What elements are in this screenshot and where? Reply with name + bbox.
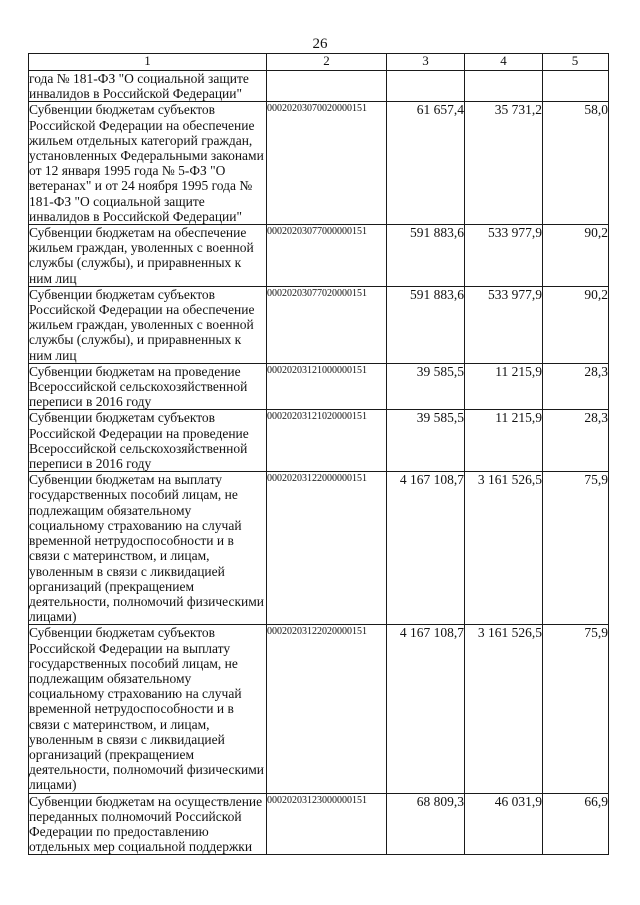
row-value-4: 11 215,9 (465, 410, 543, 472)
row-description: Субвенции бюджетам субъектов Российской Федерации на проведение Всероссийской сельскохозяйственной переписи в 2016 году (29, 410, 267, 472)
column-header-2: 2 (267, 54, 387, 71)
page-number: 26 (312, 36, 328, 52)
row-value-4 (465, 71, 543, 102)
row-value-4: 533 977,9 (465, 286, 543, 363)
row-value-3: 591 883,6 (387, 225, 465, 287)
table-row (29, 225, 609, 287)
row-value-3: 4 167 108,7 (387, 472, 465, 625)
row-value-3: 4 167 108,7 (387, 625, 465, 793)
column-header-3: 3 (387, 54, 465, 71)
row-code: 00020203123000000151 (267, 793, 387, 855)
row-code: 00020203122020000151 (267, 625, 387, 793)
table-row (29, 71, 609, 102)
row-description: Субвенции бюджетам на проведение Всероссийской сельскохозяйственной переписи в 2016 году (29, 363, 267, 410)
row-code: 00020203077020000151 (267, 286, 387, 363)
row-code: 00020203121000000151 (267, 363, 387, 410)
row-description: Субвенции бюджетам субъектов Российской Федерации на обеспечение жильем отдельных категорий граждан, установленных Федеральными законами от 12 января 1995 года № 5-ФЗ "О ветеранах" и от 24 ноября 1995 года № 181-ФЗ "О социальной защите инвалидов в Российской Федерации" (29, 102, 267, 225)
row-percent: 28,3 (543, 363, 609, 410)
row-value-4: 533 977,9 (465, 225, 543, 287)
row-percent: 90,2 (543, 225, 609, 287)
row-value-4: 46 031,9 (465, 793, 543, 855)
row-code: 00020203122000000151 (267, 472, 387, 625)
row-value-4: 3 161 526,5 (465, 625, 543, 793)
row-percent: 66,9 (543, 793, 609, 855)
row-value-3 (387, 71, 465, 102)
row-percent: 75,9 (543, 625, 609, 793)
row-code: 00020203121020000151 (267, 410, 387, 472)
row-code: 00020203077000000151 (267, 225, 387, 287)
row-value-3: 39 585,5 (387, 410, 465, 472)
table-row (29, 102, 609, 225)
column-header-5: 5 (543, 54, 609, 71)
row-value-3: 591 883,6 (387, 286, 465, 363)
row-value-4: 3 161 526,5 (465, 472, 543, 625)
row-value-4: 11 215,9 (465, 363, 543, 410)
row-percent: 75,9 (543, 472, 609, 625)
row-value-3: 39 585,5 (387, 363, 465, 410)
row-description: Субвенции бюджетам на обеспечение жильем граждан, уволенных с военной службы (службы), и приравненных к ним лиц (29, 225, 267, 287)
row-code: 00020203070020000151 (267, 102, 387, 225)
row-percent: 58,0 (543, 102, 609, 225)
row-value-3: 68 809,3 (387, 793, 465, 855)
row-description: года № 181-ФЗ "О социальной защите инвалидов в Российской Федерации" (29, 71, 267, 102)
table-row (29, 410, 609, 472)
row-description: Субвенции бюджетам субъектов Российской Федерации на выплату государственных пособий лицам, не подлежащим обязательному социальному страхованию на случай временной нетрудоспособности и в связи с материнством, и лицам, уволенным в связи с ликвидацией организаций (прекращением деятельности, полномочий физическими лицами) (29, 625, 267, 793)
row-code (267, 71, 387, 102)
table-row (29, 793, 609, 855)
column-header-1: 1 (29, 54, 267, 71)
row-percent (543, 71, 609, 102)
row-percent: 28,3 (543, 410, 609, 472)
row-value-3: 61 657,4 (387, 102, 465, 225)
budget-table (28, 53, 609, 855)
table-row (29, 286, 609, 363)
row-value-4: 35 731,2 (465, 102, 543, 225)
table-row (29, 363, 609, 410)
table-row (29, 625, 609, 793)
table-row (29, 472, 609, 625)
row-description: Субвенции бюджетам на выплату государственных пособий лицам, не подлежащим обязательному социальному страхованию на случай временной нетрудоспособности и в связи с материнством, и лицам, уволенным в связи с ликвидацией организаций (прекращением деятельности, полномочий физическими лицами) (29, 472, 267, 625)
column-header-4: 4 (465, 54, 543, 71)
row-description: Субвенции бюджетам на осуществление переданных полномочий Российской Федерации по предоставлению отдельных мер социальной поддержки (29, 793, 267, 855)
row-description: Субвенции бюджетам субъектов Российской Федерации на обеспечение жильем граждан, уволенных с военной службы (службы), и приравненных к ним лиц (29, 286, 267, 363)
header-row (29, 54, 609, 71)
row-percent: 90,2 (543, 286, 609, 363)
